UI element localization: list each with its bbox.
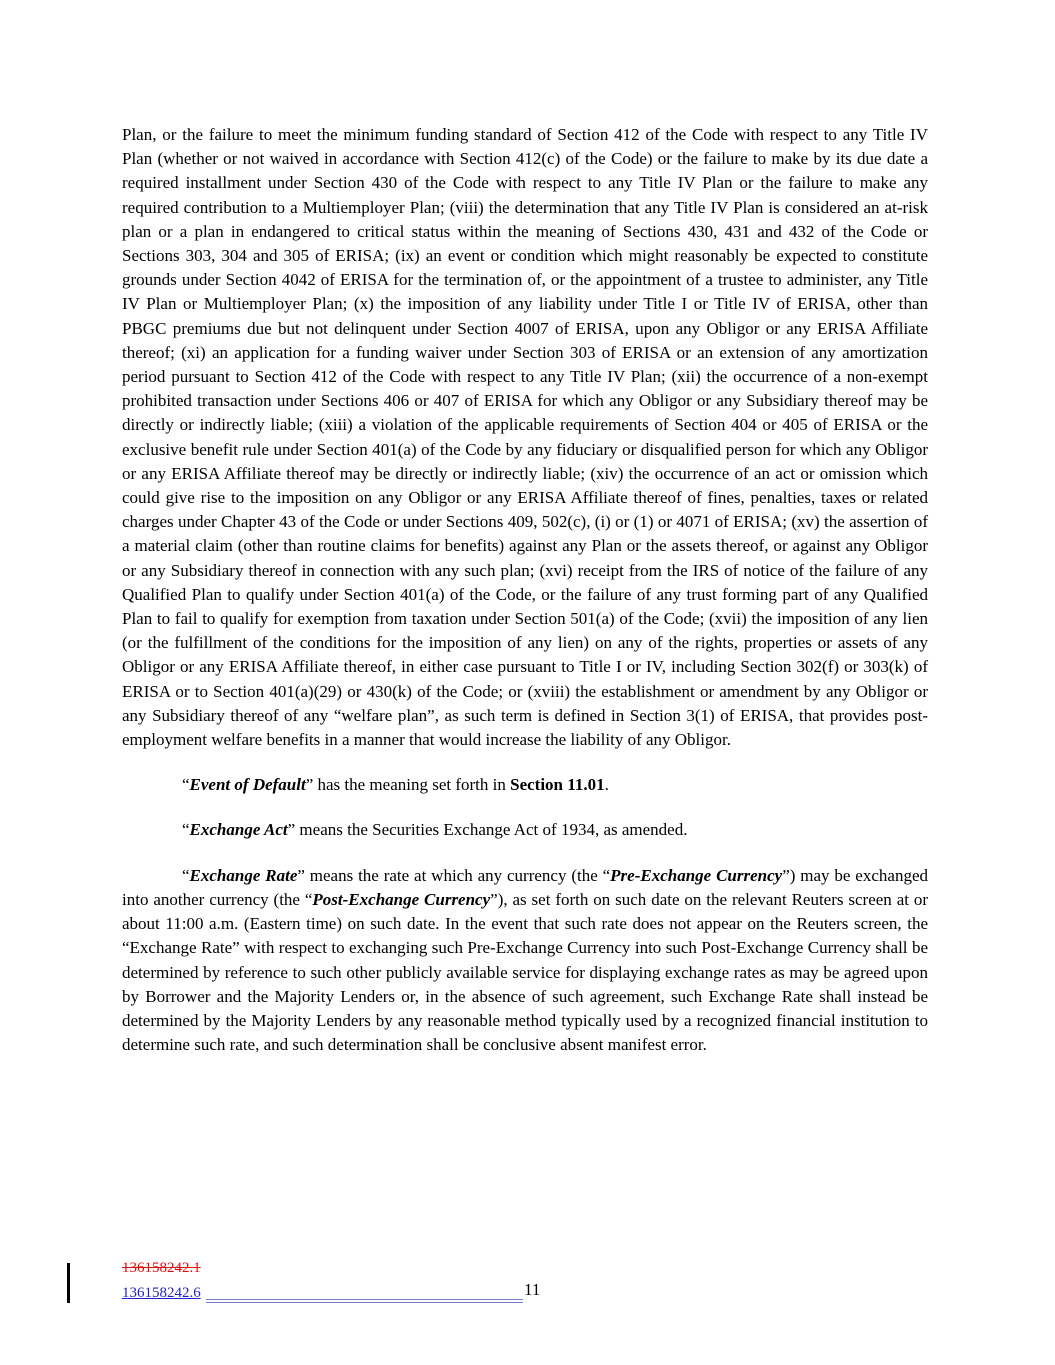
revision-number-deleted: 136158242.1 bbox=[122, 1260, 201, 1276]
page-number: 11 bbox=[524, 1280, 541, 1299]
body-paragraph-erisa-events: Plan, or the failure to meet the minimum funding standard of Section 412 of the Code with respect to any Title IV Plan (whether or not waived in accordance with Section 412(c) of the Code) or the failure to make by its due date a required installment under Section 430 of the Code with respect to any Title IV Plan or the failure to make any required contribution to a Multiemployer Plan; (viii) the determination that any Title IV Plan is considered an at-risk plan or a plan in endangered to critical status within the meaning of Sections 430, 431 and 432 of the Code or Sections 303, 304 and 305 of ERISA; (ix) an event or condition which might reasonably be expected to constitute grounds under Section 4042 of ERISA for the termination of, or the appointment of a trustee to administer, any Title IV Plan or Multiemployer Plan; (x) the imposition of any liability under Title I or Title IV of ERISA, other than PBGC premiums due but not delinquent under Section 4007 of ERISA, upon any Obligor or any ERISA Affiliate thereof; (xi) an application for a funding waiver under Section 303 of ERISA or an extension of any amortization period pursuant to Section 412 of the Code with respect to any Title IV Plan; (xii) the occurrence of a non-exempt prohibited transaction under Sections 406 or 407 of ERISA for which any Obligor or any Subsidiary thereof may be directly or indirectly liable; (xiii) a violation of the applicable requirements of Section 404 or 405 of ERISA or the exclusive benefit rule under Section 401(a) of the Code by any fiduciary or disqualified person for which any Obligor or any ERISA Affiliate thereof may be directly or indirectly liable; (xiv) the occurrence of an act or omission which could give rise to the imposition on any Obligor or any ERISA Affiliate thereof of fines, penalties, taxes or related charges under Chapter 43 of the Code or under Sections 409, 502(c), (i) or (1) or 4071 of ERISA; (xv) the assertion of a material claim (other than routine claims for benefits) against any Plan or the assets thereof, or against any Obligor or any Subsidiary thereof in connection with any such plan; (xvi) receipt from the IRS of notice of the failure of any Qualified Plan to qualify under Section 401(a) of the Code, or the failure of any trust forming part of any Qualified Plan to fail to qualify for exemption from taxation under Section 501(a) of the Code; (xvii) the imposition of any lien (or the fulfillment of the conditions for the imposition of any lien) on any of the rights, properties or assets of any Obligor or any ERISA Affiliate thereof, in either case pursuant to Title I or IV, including Section 302(f) or 303(k) of ERISA or to Section 401(a)(29) or 430(k) of the Code; or (xviii) the establishment or amendment by any Obligor or any Subsidiary thereof of any “welfare plan”, as such term is defined in Section 3(1) of ERISA, that provides post-employment welfare benefits in a manner that would increase the liability of any Obligor. bbox=[122, 125, 928, 750]
definition-event-of-default: “Event of Default” has the meaning set forth in Section 11.01. bbox=[182, 775, 609, 795]
revision-number-current: 136158242.6 bbox=[122, 1285, 201, 1301]
revision-change-bar bbox=[67, 1263, 70, 1303]
definition-exchange-act: “Exchange Act” means the Securities Exchange Act of 1934, as amended. bbox=[182, 820, 688, 840]
footer-leader-line bbox=[206, 1299, 523, 1303]
page-content bbox=[122, 123, 928, 1057]
definition-exchange-rate: “Exchange Rate” means the rate at which any currency (the “Pre-Exchange Currency”) may be exchanged into another currency (the “Post-Exchange Currency”), as set forth on such date on the relevant Reuters screen at or about 11:00 a.m. (Eastern time) on such date. In the event that such rate does not appear on the Reuters screen, the “Exchange Rate” with respect to exchanging such Pre-Exchange Currency into such Post-Exchange Currency shall be determined by reference to such other publicly available service for displaying exchange rates as may be agreed upon by Borrower and the Majority Lenders or, in the absence of such agreement, such Exchange Rate shall instead be determined by the Majority Lenders by any reasonable method typically used by a recognized financial institution to determine such rate, and such determination shall be conclusive absent manifest error. bbox=[122, 865, 929, 1055]
